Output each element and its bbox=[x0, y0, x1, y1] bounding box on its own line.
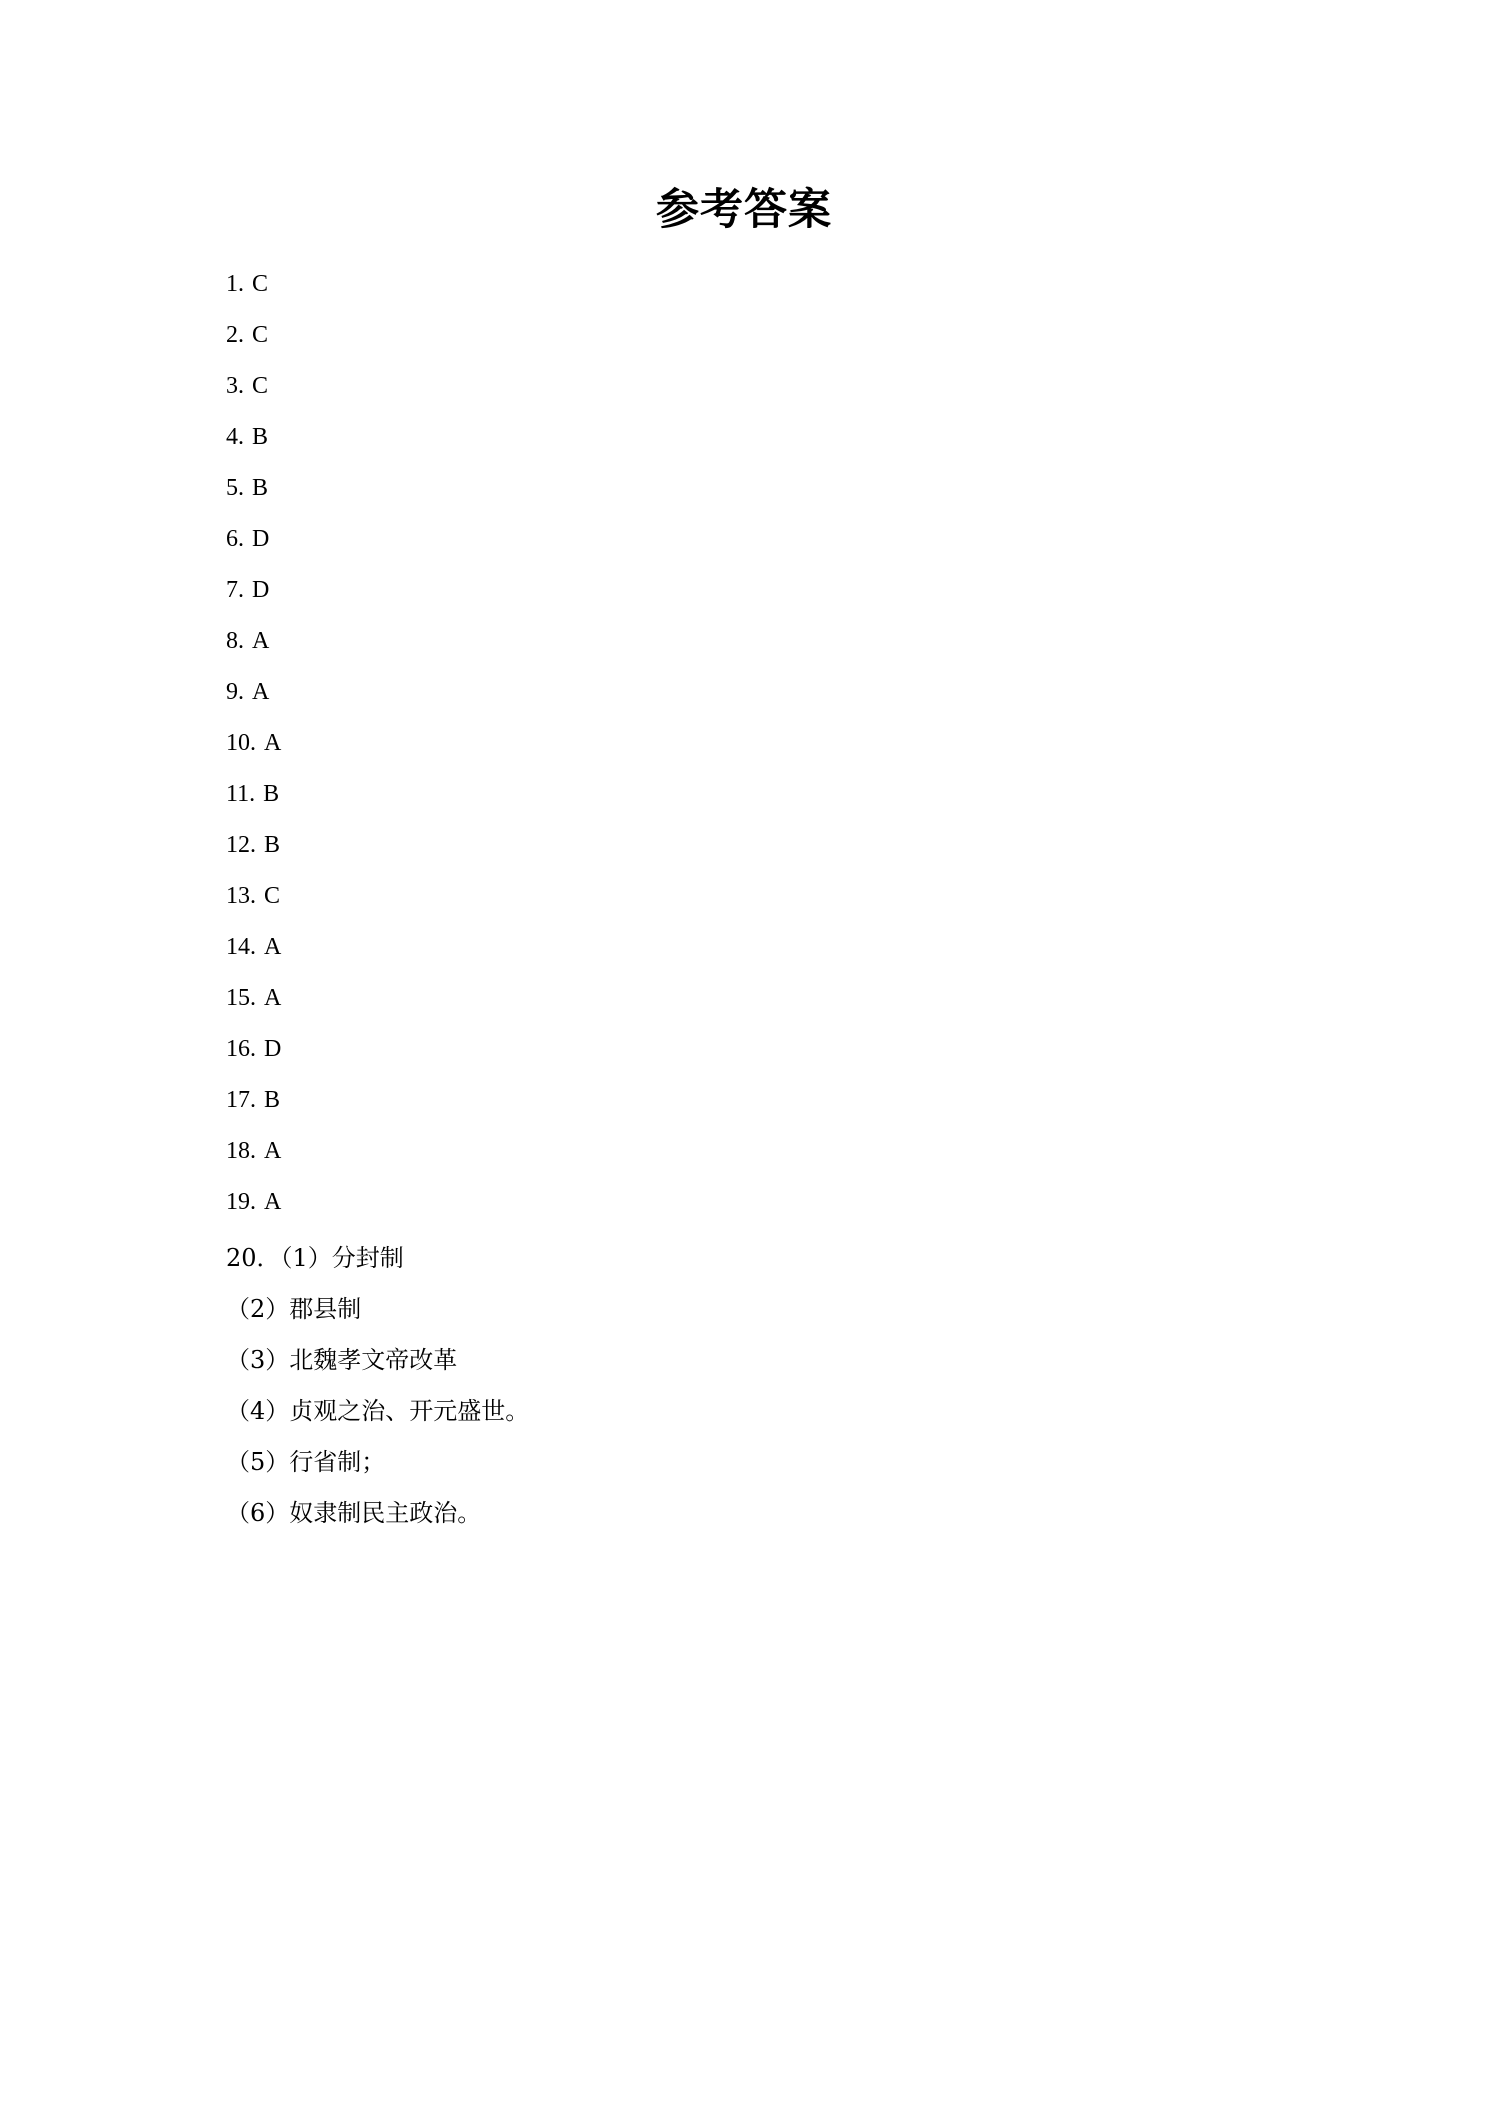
answer-item bbox=[226, 829, 281, 880]
answer-item bbox=[226, 778, 281, 829]
answer-letter: D bbox=[252, 577, 270, 603]
sub-answer-line: 20．（1）分封制 bbox=[226, 1244, 404, 1272]
separator: . bbox=[250, 985, 256, 1011]
sub-answer-line: （3）北魏孝文帝改革 bbox=[226, 1346, 458, 1374]
answer-letter: A bbox=[264, 934, 282, 960]
answer-item bbox=[226, 421, 281, 472]
answer-letter: C bbox=[252, 373, 269, 399]
answer-item bbox=[226, 880, 281, 931]
answer-item bbox=[226, 625, 281, 676]
answer-letter: A bbox=[264, 1189, 282, 1215]
answer-letter: C bbox=[264, 883, 281, 909]
answer-item bbox=[226, 931, 281, 982]
separator: . bbox=[250, 1087, 256, 1113]
question-number: 17 bbox=[226, 1087, 250, 1113]
sub-answer-line: （4）贞观之治、开元盛世。 bbox=[226, 1397, 530, 1425]
answer-item bbox=[226, 574, 281, 625]
separator: . bbox=[238, 628, 244, 654]
answer-letter: A bbox=[264, 1138, 282, 1164]
question-20-answers bbox=[226, 1242, 529, 1548]
answer-letter: A bbox=[252, 628, 270, 654]
answer-item bbox=[226, 268, 281, 319]
question-number: 1 bbox=[226, 271, 238, 297]
answer-item bbox=[226, 370, 281, 421]
separator: . bbox=[249, 781, 256, 807]
answer-item bbox=[226, 1084, 281, 1135]
question-number: 16 bbox=[226, 1036, 250, 1062]
separator: . bbox=[238, 322, 244, 348]
separator: . bbox=[238, 577, 244, 603]
answer-item bbox=[226, 982, 281, 1033]
answer-letter: D bbox=[264, 1036, 282, 1062]
question-number: 12 bbox=[226, 832, 250, 858]
separator: . bbox=[238, 679, 244, 705]
answer-item bbox=[226, 319, 281, 370]
answer-letter: C bbox=[252, 322, 269, 348]
separator: . bbox=[250, 934, 256, 960]
answer-item bbox=[226, 523, 281, 574]
answer-letter: B bbox=[263, 781, 280, 807]
answer-letter: C bbox=[252, 271, 269, 297]
question-number: 6 bbox=[226, 526, 238, 552]
answer-item bbox=[226, 1033, 281, 1084]
sub-answer-line: （5）行省制； bbox=[226, 1448, 386, 1476]
separator: . bbox=[250, 832, 256, 858]
separator: . bbox=[250, 730, 256, 756]
sub-answer-line: （6）奴隶制民主政治。 bbox=[226, 1499, 482, 1527]
answer-letter: A bbox=[264, 730, 282, 756]
question-number: 8 bbox=[226, 628, 238, 654]
question-number: 10 bbox=[226, 730, 250, 756]
answer-letter: B bbox=[264, 1087, 281, 1113]
answer-item bbox=[226, 472, 281, 523]
sub-answer-line: （2）郡县制 bbox=[226, 1295, 362, 1323]
question-number: 5 bbox=[226, 475, 238, 501]
answer-list bbox=[226, 268, 281, 1237]
answer-letter: B bbox=[252, 424, 269, 450]
answer-item bbox=[226, 727, 281, 778]
question-number: 3 bbox=[226, 373, 238, 399]
question-number: 15 bbox=[226, 985, 250, 1011]
separator: . bbox=[238, 424, 244, 450]
question-number: 9 bbox=[226, 679, 238, 705]
question-number: 7 bbox=[226, 577, 238, 603]
question-number: 19 bbox=[226, 1189, 250, 1215]
question-number: 13 bbox=[226, 883, 250, 909]
answer-letter: D bbox=[252, 526, 270, 552]
separator: . bbox=[238, 475, 244, 501]
answer-letter: A bbox=[252, 679, 270, 705]
answer-item bbox=[226, 676, 281, 727]
page-title: 参考答案 bbox=[656, 185, 832, 235]
separator: . bbox=[238, 373, 244, 399]
answer-item bbox=[226, 1135, 281, 1186]
separator: . bbox=[250, 883, 256, 909]
question-number: 2 bbox=[226, 322, 238, 348]
separator: . bbox=[250, 1036, 256, 1062]
separator: . bbox=[238, 526, 244, 552]
answer-letter: B bbox=[252, 475, 269, 501]
question-number: 14 bbox=[226, 934, 250, 960]
answer-item bbox=[226, 1186, 281, 1237]
answer-letter: B bbox=[264, 832, 281, 858]
separator: . bbox=[250, 1189, 256, 1215]
question-number: 4 bbox=[226, 424, 238, 450]
question-number: 18 bbox=[226, 1138, 250, 1164]
answer-letter: A bbox=[264, 985, 282, 1011]
separator: . bbox=[238, 271, 244, 297]
question-number: 11 bbox=[226, 781, 250, 807]
separator: . bbox=[250, 1138, 256, 1164]
